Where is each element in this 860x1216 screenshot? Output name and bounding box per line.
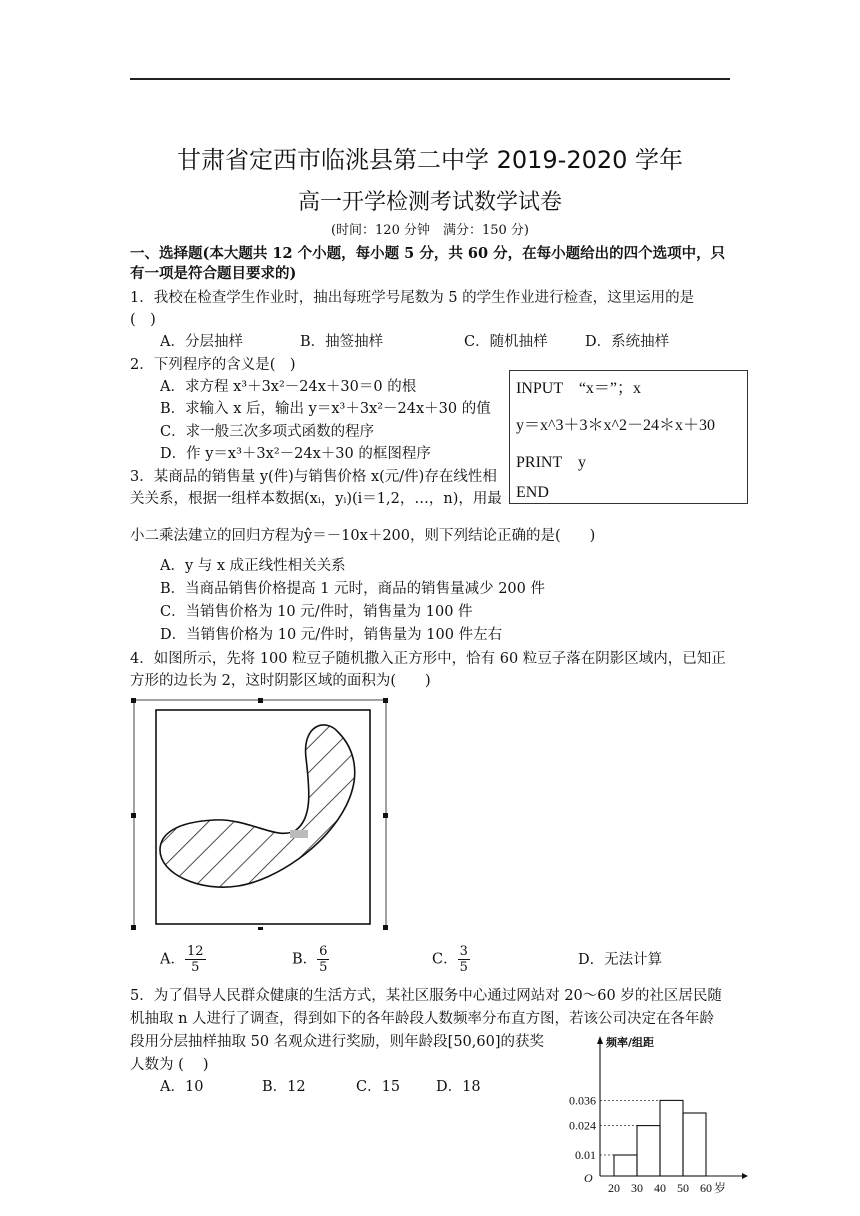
page-subtitle: 高一开学检测考试数学试卷 — [297, 190, 562, 215]
q4-stem-cont: 方形的边长为 2，这时阴影区域的面积为( ) — [130, 673, 431, 689]
shaded-region — [160, 725, 355, 887]
histogram-bar — [660, 1100, 683, 1176]
q5-stem: 5．为了倡导人民群众健康的生活方式，某社区服务中心通过网站对 20～60 岁的社区居民随 — [130, 988, 722, 1004]
q5-stem-cont3: 人数为 ( ) — [130, 1057, 209, 1073]
q2-option-d[interactable]: D．作 y＝x³＋3x²－24x＋30 的框图程序 — [160, 446, 431, 462]
handle-bm — [258, 927, 263, 930]
origin-label: O — [584, 1171, 593, 1185]
code-line-input: INPUT “x＝”；x — [516, 380, 642, 397]
q4-option-b[interactable]: B． $\frac{6}{5}$ — [292, 944, 328, 975]
q4-figure — [130, 696, 390, 932]
q3-option-d[interactable]: D．当销售价格为 10 元/件时，销售量为 100 件左右 — [160, 627, 503, 643]
q1-option-a[interactable]: A．分层抽样 — [160, 334, 243, 350]
code-line-assign: y＝x^3＋3＊x^2－24＊x＋30 — [516, 417, 716, 434]
q2-stem: 2．下列程序的含义是( ) — [130, 357, 296, 373]
section-heading-cont: 有一项是符合题目要求的) — [130, 265, 297, 282]
x-axis-label: 岁 — [714, 1181, 727, 1195]
q2-option-c[interactable]: C．求一般三次多项式函数的程序 — [160, 424, 375, 440]
fraction: $\frac{3}{5}$ — [459, 944, 468, 975]
q3-option-a[interactable]: A．y 与 x 成正线性相关关系 — [160, 558, 346, 574]
q2-option-a[interactable]: A．求方程 x³＋3x²－24x＋30＝0 的根 — [160, 379, 417, 395]
handle-tr — [383, 698, 388, 703]
frequency-histogram — [560, 1032, 750, 1212]
handle-bl — [131, 925, 136, 930]
y-axis-arrow — [597, 1036, 603, 1044]
section-heading: 一、选择题(本大题共 12 个小题，每小题 5 分，共 60 分，在每小题给出的四个选项中，只 — [130, 245, 726, 262]
q4-option-d[interactable]: D．无法计算 — [578, 952, 663, 968]
q5-option-a[interactable]: A．10 — [160, 1079, 204, 1095]
q1-option-c[interactable]: C．随机抽样 — [464, 334, 548, 350]
q4-option-c[interactable]: C． $\frac{3}{5}$ — [432, 944, 468, 975]
y-tick-label: 0.01 — [575, 1148, 596, 1162]
page-title: 甘肃省定西市临洮县第二中学 2019-2020 学年 — [176, 146, 684, 174]
q3-option-c[interactable]: C．当销售价格为 10 元/件时，销售量为 100 件 — [160, 604, 473, 620]
q1-option-b[interactable]: B．抽签抽样 — [300, 334, 384, 350]
handle-tl — [131, 698, 136, 703]
q3-option-b[interactable]: B．当商品销售价格提高 1 元时，商品的销售量减少 200 件 — [160, 581, 545, 597]
y-tick-label: 0.036 — [569, 1093, 596, 1108]
fraction: $\frac{6}{5}$ — [319, 944, 328, 975]
program-code-box — [509, 370, 748, 504]
x-tick-label: 30 — [631, 1181, 643, 1195]
handle-tm — [258, 698, 263, 703]
q1-stem-cont: ( ) — [130, 312, 156, 328]
code-line-end: END — [516, 484, 549, 501]
q4-stem: 4．如图所示，先将 100 粒豆子随机撒入正方形中，恰有 60 粒豆子落在阴影区域内，已知正 — [130, 651, 726, 667]
x-tick-label: 60 — [700, 1181, 712, 1195]
handle-br — [383, 925, 388, 930]
code-line-print: PRINT y — [516, 454, 586, 471]
q1-stem: 1．我校在检查学生作业时，抽出每班学号尾数为 5 的学生作业进行检查，这里运用的是 — [130, 290, 695, 306]
histogram-bar — [614, 1155, 637, 1176]
x-tick-label: 50 — [677, 1181, 689, 1195]
q5-option-c[interactable]: C．15 — [356, 1079, 401, 1095]
y-axis-label: 频率/组距 — [606, 1036, 655, 1049]
histogram-bar — [683, 1113, 706, 1176]
x-axis-arrow — [742, 1173, 748, 1179]
q4-option-a[interactable]: A． $\frac{12}{5}$ — [160, 944, 204, 975]
q1-option-d[interactable]: D．系统抽样 — [585, 334, 670, 350]
q5-stem-cont: 机抽取 n 人进行了调查，得到如下的各年龄段人数频率分布直方图，若该公司决定在各年龄 — [130, 1011, 715, 1027]
image-artifact — [290, 830, 308, 838]
q3-stem-cont2: 小二乘法建立的回归方程为ŷ＝－10x＋200，则下列结论正确的是( ) — [130, 528, 596, 544]
q5-option-d[interactable]: D．18 — [436, 1079, 481, 1095]
y-tick-label: 0.024 — [569, 1118, 596, 1133]
fraction: $\frac{12}{5}$ — [186, 944, 204, 975]
exam-info: (时间：120 分钟 满分：150 分) — [330, 223, 530, 238]
header-rule — [130, 78, 730, 80]
q5-stem-cont2: 段用分层抽样抽取 50 名观众进行奖励，则年龄段[50,60]的获奖 — [130, 1034, 544, 1050]
x-tick-label: 40 — [654, 1181, 666, 1195]
x-tick-label: 20 — [608, 1181, 620, 1195]
histogram-bar — [637, 1126, 660, 1176]
handle-ml — [131, 813, 136, 818]
q3-stem: 3．某商品的销售量 y(件)与销售价格 x(元/件)存在线性相 — [130, 469, 497, 485]
q5-option-b[interactable]: B．12 — [262, 1079, 306, 1095]
q3-stem-cont: 关关系，根据一组样本数据(xᵢ，yᵢ)(i＝1,2，…，n)，用最 — [130, 491, 502, 507]
q2-option-b[interactable]: B．求输入 x 后，输出 y＝x³＋3x²－24x＋30 的值 — [160, 401, 491, 417]
handle-mr — [383, 813, 388, 818]
